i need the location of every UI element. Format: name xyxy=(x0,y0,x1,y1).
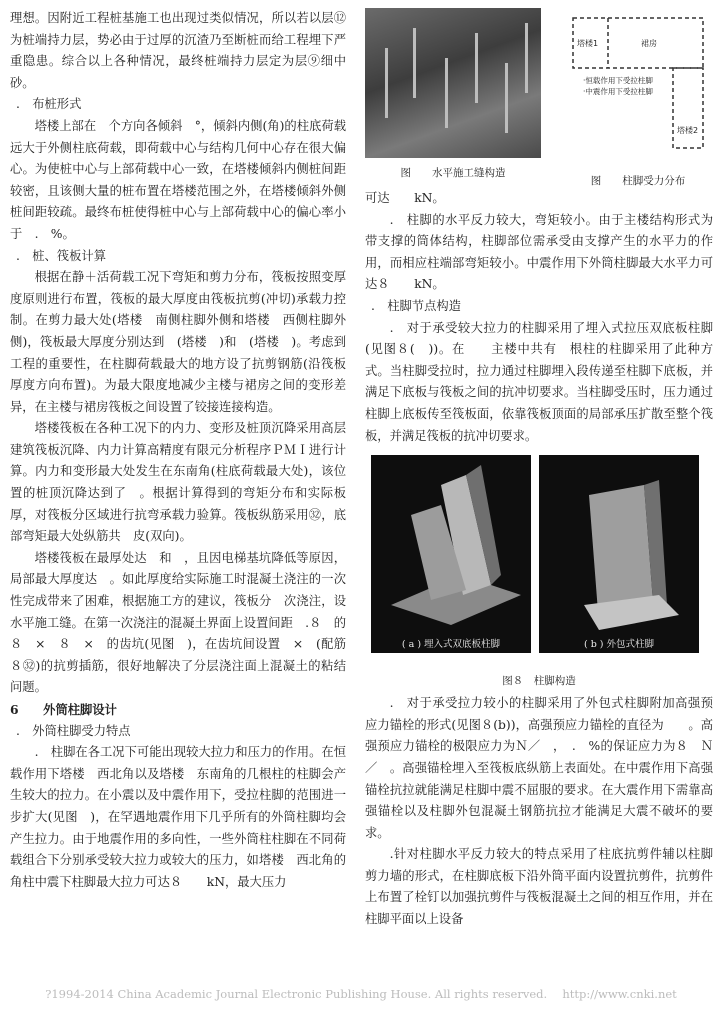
subsection-heading: . 外筒柱脚受力特点 xyxy=(16,723,131,738)
paragraph: . 柱脚的水平反力较大，弯矩较小。由于主楼结构形式为带支撑的筒体结构，柱脚部位需承受由支撑产生的水平力的作用，而相应柱端部弯矩较小。中震作用下外筒柱脚最大水平力可达８ kN。 xyxy=(365,212,713,292)
label-tower2: 塔楼2 xyxy=(677,126,699,135)
left-column xyxy=(10,8,359,893)
figure-construction-joint xyxy=(365,8,541,186)
figure-caption: 图 柱脚受力分布 xyxy=(590,174,686,187)
label-podium: 裙房 xyxy=(641,39,657,48)
legend-dead-load: ·恒载作用下受拉柱脚 xyxy=(583,76,653,85)
paragraph: . 对于承受拉力较小的柱脚采用了外包式柱脚附加高强预应力锚栓的形式(见图８(b))，高强预应力锚栓的直径为 。高强预应力锚栓的极限应力为Ｎ／ ， . %的保证应力为８ Ｎ／ 。高强锚栓埋入至筏板底纵筋上表面处。在中震作用下高强锚栓抗拉就能满足柱脚中震不屈服的要求。在大震作用下需靠高强锚栓以及柱脚外包混凝土钢筋抗拉才能满足大震不破坏的要求。 xyxy=(365,696,713,840)
subsection-heading: . 布桩形式 xyxy=(16,97,82,112)
paragraph: 理想。因附近工程桩基施工也出现过类似情况，所以若以层⑫为桩端持力层，势必由于过厚的沉渣乃至断桩而给工程埋下严重隐患。综合以上各种情况，最终桩端持力层定为层⑨细中砂。 xyxy=(10,11,346,90)
right-column xyxy=(365,8,713,931)
construction-photo xyxy=(365,8,541,158)
figure-8 xyxy=(365,455,713,693)
subsection-heading: . 柱脚节点构造 xyxy=(371,298,461,313)
encased-column-graphic xyxy=(539,455,699,639)
column-force-diagram xyxy=(563,8,713,158)
paragraph: . 对于承受较大拉力的柱脚采用了埋入式拉压双底板柱脚(见图８( ))。在 主楼中共有 根柱的柱脚采用了此种方式。当柱脚受拉时，拉力通过柱脚埋入段传递至柱脚下底板，并满足下底板与筏板之间的抗冲切要求。当柱脚受压时，压力通过柱脚上底板传至筏板面，依靠筏板顶面的局部承压扩散至整个筏板，并满足筏板的抗冲切要求。 xyxy=(365,320,713,443)
panel-label: ( a ) 埋入式双底板柱脚 xyxy=(401,639,501,651)
subsection-heading: . 桩、筏板计算 xyxy=(16,248,106,263)
embedded-column-base-render xyxy=(371,455,531,653)
paragraph: .针对柱脚水平反力较大的特点采用了柱底抗剪件辅以柱脚剪力墙的形式，在柱脚底板下沿外筒平面内设置抗剪件，抗剪件上布置了栓钉以加强抗剪件与筏板混凝土之间的相互作用，并在柱脚平面以上设备 xyxy=(365,847,713,927)
embedded-column-graphic xyxy=(371,455,531,639)
label-tower1: 塔楼1 xyxy=(577,39,599,48)
paragraph: 可达 kN。 xyxy=(365,191,445,205)
paragraph: 塔楼筏板在各种工况下的内力、变形及桩顶沉降采用高层建筑筏板沉降、内力计算高精度有限元分析程序ＰＭＩ进行计算。内力和变形最大处发生在东南角(柱底荷载最大处)，该位置的桩顶沉降达到了 。根据计算得到的弯矩分布和实际板厚，对筏板分区域进行抗弯承载力验算。筏板纵筋采用㉜，底部弯矩最大处纵筋共 皮(双向)。 xyxy=(10,421,346,544)
paragraph: . 柱脚在各工况下可能出现较大拉力和压力的作用。在恒载作用下塔楼 西北角以及塔楼 东南角的几根柱的柱脚会产生较大的拉力。在小震以及中震作用下，受拉柱脚的范围进一步扩大(见图 )，在罕遇地震作用下几乎所有的外筒柱脚均会产生拉力。由于地震作用的多向性，一些外筒柱柱脚在不同荷载组合下分别承受较大拉力或较大的压力，如塔楼 西北角的角柱中震下柱脚最大拉力可达８ kN，最大压力 xyxy=(10,745,346,889)
figure-caption: 图 水平施工缝构造 xyxy=(400,167,506,179)
figure-column-force xyxy=(563,8,713,186)
section-heading: 6 外筒柱脚设计 xyxy=(10,702,117,717)
figure-row xyxy=(365,8,713,186)
figure-caption: 图８ 柱脚构造 xyxy=(502,675,576,688)
paragraph: 塔楼筏板在最厚处达 和 ，且因电梯基坑降低等原因，局部最大厚度达 。如此厚度给实际施工时混凝土浇注的一次性完成带来了困难，根据施工方的建议，筏板分 次浇注，设水平施工缝。在第一次浇注的混凝土界面上设置间距 .８ 的 ８ × ８ × 的齿坑(见图 )，在齿坑间设置 × (配筋８㉜)的抗剪插筋，很好地解决了分层浇注面上混凝土的粘结问题。 xyxy=(10,550,359,695)
panel-label: ( b ) 外包式柱脚 xyxy=(583,639,655,651)
paragraph: 根据在静＋活荷载工况下弯矩和剪力分布，筏板按照变厚度原则进行布置，筏板的最大厚度由筏板抗剪(冲切)承载力控制。在剪力最大处(塔楼 南侧柱脚外侧和塔楼 西侧柱脚外侧)，筏板最大厚度分别达到 (塔楼 )和 (塔楼 )。考虑到工程的重要性，在柱脚荷载最大的地方设了抗剪钢筋(沿筏板厚度方向布置)。为最大限度地减少主楼与裙房之间的变形差异，在主楼与裙房筏板之间设置了铰接连接构造。 xyxy=(10,270,346,414)
copyright-footer: ?1994-2014 China Academic Journal Electronic Publishing House. All rights reserved. http://www.cnki.net xyxy=(45,987,677,1001)
encased-column-base-render xyxy=(539,455,699,653)
paragraph: 塔楼上部在 个方向各倾斜 °，倾斜内侧(角)的柱底荷载远大于外侧柱底荷载，即荷载中心与结构几何中心存在很大偏心。为使桩中心与上部荷载中心一致，在塔楼倾斜内侧桩间距较密，且该侧大量的桩布置在塔楼范围之外，在塔楼倾斜外侧桩间距较疏。最终布桩使得桩中心与上部荷载中心的偏心率小于 . %。 xyxy=(10,118,346,241)
legend-moderate-eq: ·中震作用下受拉柱脚 xyxy=(583,87,653,96)
